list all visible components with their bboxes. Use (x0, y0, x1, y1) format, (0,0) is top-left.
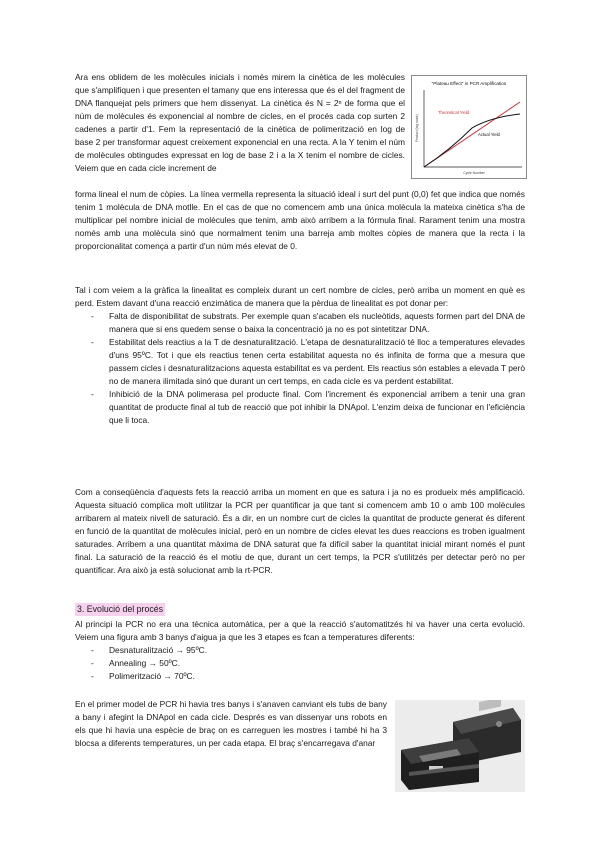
list-item: - Estabilitat dels reactius a la T de desnaturalització. L'etapa de desnaturalització té lloc a temperatures elevades d'uns 95ºC. Tot i que els reactius tenen certa estabilitat aquesta no és infinita de forma que a mesura que passem cicles i desnaturalitzacions aquesta estabilitat es va perdent. Els reactius són estables a elevada T però no de manera ilimitada sinó que durant un cert temps, en cada cicle es va perdent estabilitat. (75, 336, 525, 388)
temperature-steps-list (75, 644, 525, 683)
pcr-machines-illustration (395, 700, 525, 792)
paragraph-linearity: Tal i com veiem a la gràfica la linealitat es compleix durant un cert nombre de cicles, però arriba un moment en què es perd. Estem davant d'una reacció enzimàtica de manera que la pèrdua de linealitat es pot donar per: (75, 285, 525, 308)
chart-title: "Plateau Effect" in PCR Amplification (431, 81, 507, 86)
linearity-section (75, 284, 525, 427)
chart-xlabel: Cycle Number (463, 171, 485, 175)
list-item: - Falta de disponibilitat de substrats. Per exemple quan s'acaben els nucleòtids, aquests formen part del DNA de manera que si ens quedem sense o baixa la concentració ja no es pot sintetitzar DNA. (75, 310, 525, 336)
actual-yield-label: Actual Yield (478, 132, 500, 137)
paragraph-kinetics: Ara ens oblidem de les molècules inicials i només mirem la cinètica de les molècules que s'amplifiquen i que presenten el tamany que ens interessa que és el del fragment de DNA flanquejat pels primers que hem dissenyat. La cinètica és N = 2ⁿ de forma que el núm de molècules és exponencial al nombre de cicles, en el procés cada cop surten 2 cadenes a partir d'1. Fem la representació de la cinètica de polimerització en log de base 2 per transformar aquest creixement exponencial en una recta. A la Y tenim el núm de molècules obtingudes expressat en log de base 2 i a la X tenim el nombre de cicles. Veiem que en cada cicle increment de (75, 72, 405, 173)
theoretical-yield-label: Theoretical Yield (438, 110, 469, 115)
pcr-machines-photo (395, 700, 525, 792)
list-item: - Inhibició de la DNA polimerasa pel producte final. Com l'increment és exponencial arribem a tenir una gran quantitat de producte final al tub de reacció que pot inhibir la DNApol. L'enzim deixa de funcionar en l'eficiència que li toca. (75, 388, 525, 427)
list-item: - Annealing → 50ºC. (75, 657, 525, 670)
paragraph-evolution: Al principi la PCR no era una tècnica automàtica, per a que la reacció s'automatitzés hi va haver una certa evolució. Veiem una figura amb 3 banys d'aigua ja que les 3 etapes es fcan a temperatures diferents: (75, 619, 525, 642)
chart-ylabel: Product (log scale) (415, 114, 419, 142)
paragraph-first-model: En el primer model de PCR hi havia tres banys i s'anaven canviant els tubs de bany a bany i afegint la DNApol en cada cicle. Després es van dissenyar uns robots en els que hi havia una espècie de braç on es carreguen les mostres i també hi ha 3 blocsa a diferents temperatures, un per cada etapa. El braç s'encarregava d'anar (75, 699, 387, 748)
list-item: - Desnaturalització → 95ºC. (75, 644, 525, 657)
evolution-section (75, 618, 525, 683)
paragraph-saturation: Com a conseqüència d'aquests fets la reacció arriba un moment en que es satura i ja no es produeix més amplificació. Aquesta situació complica molt utilitzar la PCR per quantificar ja que tant si comencem amb 10 o amb 100 molècules arribarem al mateix nivell de saturació. És a dir, en un nombre curt de cicles la quantitat de producte generat és diferent en funció de la quantitat de molècules inicial, però en un nombre de cicles elevat les dues reaccions es troben igualment saturades. Arribem a una quantitat màxima de DNA saturat que fa difícil saber la quantitat inicial mirant només el punt final. La saturació de la reacció és el motiu de que, durant un cert temps, la PCR s'utilitzés per detectar però no per quantificar. Ara això ja està solucionat amb la rt-PCR. (75, 487, 525, 575)
list-item: - Polimerització → 70ºC. (75, 670, 525, 683)
section-heading: 3. Evolució del procés (77, 604, 164, 614)
paragraph-kinetics-continued: forma lineal el num de còpies. La línea vermella representa la situació ideal i surt del punt (0,0) fet que indica que només tenim 1 molècula de DNA motlle. En el cas de que no comencem amb una única molècula la mateixa cinètica s'ha de multiplicar pel nombre inicial de molècules que tenim, amb això arribem a la fórmula final. Rarament tenim una mostra només amb una molècula sinó que normalment tenim una barreja amb moltes còpies de manera que la recta i la proporcionalitat comença a partir d'un núm més elevat de 0. (75, 189, 525, 251)
actual-yield-curve (424, 114, 520, 167)
plateau-chart-svg (412, 76, 526, 178)
plateau-effect-chart (411, 75, 527, 179)
linearity-causes-list (75, 310, 525, 427)
